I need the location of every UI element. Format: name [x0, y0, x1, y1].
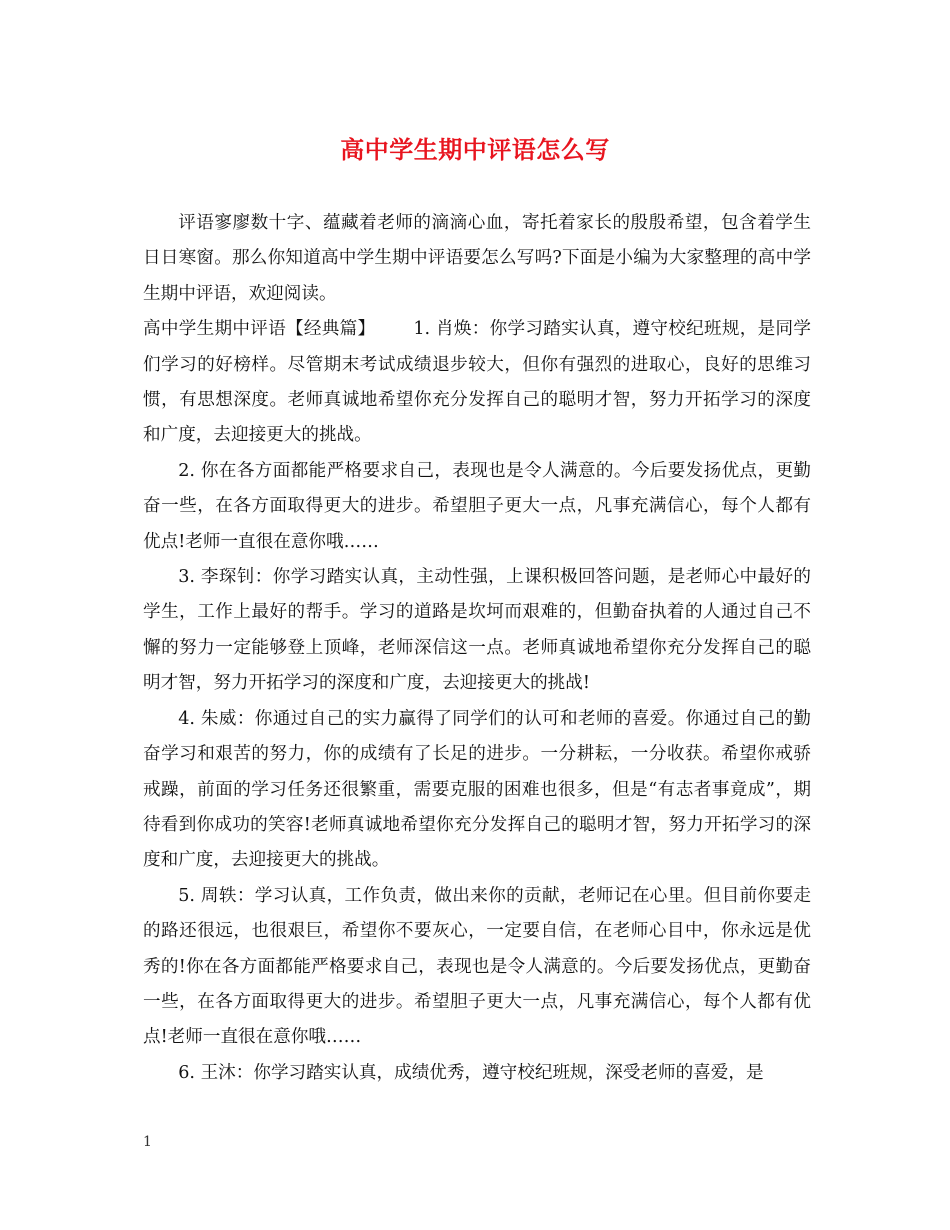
document-body	[143, 206, 811, 1091]
section-paragraph-1	[143, 312, 811, 454]
section-heading: 高中学生期中评语【经典篇】	[143, 319, 376, 340]
comment-item-3: 3. 李琛钊：你学习踏实认真，主动性强，上课积极回答问题，是老师心中最好的学生，工作上最好的帮手。学习的道路是坎坷而艰难的，但勤奋执着的人通过自己不懈的努力一定能够登上顶峰，老师深信这一点。老师真诚地希望你充分发挥自己的聪明才智，努力开拓学习的深度和广度，去迎接更大的挑战!	[143, 567, 811, 694]
comment-item-5: 5. 周轶：学习认真，工作负责，做出来你的贡献，老师记在心里。但目前你要走的路还很远，也很艰巨，希望你不要灰心，一定要自信，在老师心目中，你永远是优秀的!你在各方面都能严格要求自己，表现也是令人满意的。今后要发扬优点，更勤奋一些，在各方面取得更大的进步。希望胆子更大一点，凡事充满信心，每个人都有优点!老师一直很在意你哦……	[143, 885, 811, 1048]
comment-item-1: 1. 肖焕：你学习踏实认真，遵守校纪班规，是同学们学习的好榜样。尽管期末考试成绩退步较大，但你有强烈的进取心，良好的思维习惯，有思想深度。老师真诚地希望你充分发挥自己的聪明才智，努力开拓学习的深度和广度，去迎接更大的挑战。	[143, 319, 811, 446]
comment-item-6: 6. 王沐：你学习踏实认真，成绩优秀，遵守校纪班规，深受老师的喜爱，是	[178, 1062, 764, 1083]
page-number: 1	[143, 1134, 152, 1150]
document-title: 高中学生期中评语怎么写	[340, 135, 610, 164]
intro-paragraph: 评语寥廖数十字、蕴藏着老师的滴滴心血，寄托着家长的殷殷希望，包含着学生日日寒窗。那么你知道高中学生期中评语要怎么写吗?下面是小编为大家整理的高中学生期中评语，欢迎阅读。	[143, 213, 811, 304]
comment-item-2: 2. 你在各方面都能严格要求自己，表现也是令人满意的。今后要发扬优点，更勤奋一些，在各方面取得更大的进步。希望胆子更大一点，凡事充满信心，每个人都有优点!老师一直很在意你哦……	[143, 460, 811, 552]
comment-item-4: 4. 朱威：你通过自己的实力赢得了同学们的认可和老师的喜爱。你通过自己的勤奋学习和艰苦的努力，你的成绩有了长足的进步。一分耕耘，一分收获。希望你戒骄戒躁，前面的学习任务还很繁重，需要克服的困难也很多，但是“有志者事竟成”，期待看到你成功的笑容!老师真诚地希望你充分发挥自己的聪明才智，努力开拓学习的深度和广度，去迎接更大的挑战。	[143, 708, 811, 871]
